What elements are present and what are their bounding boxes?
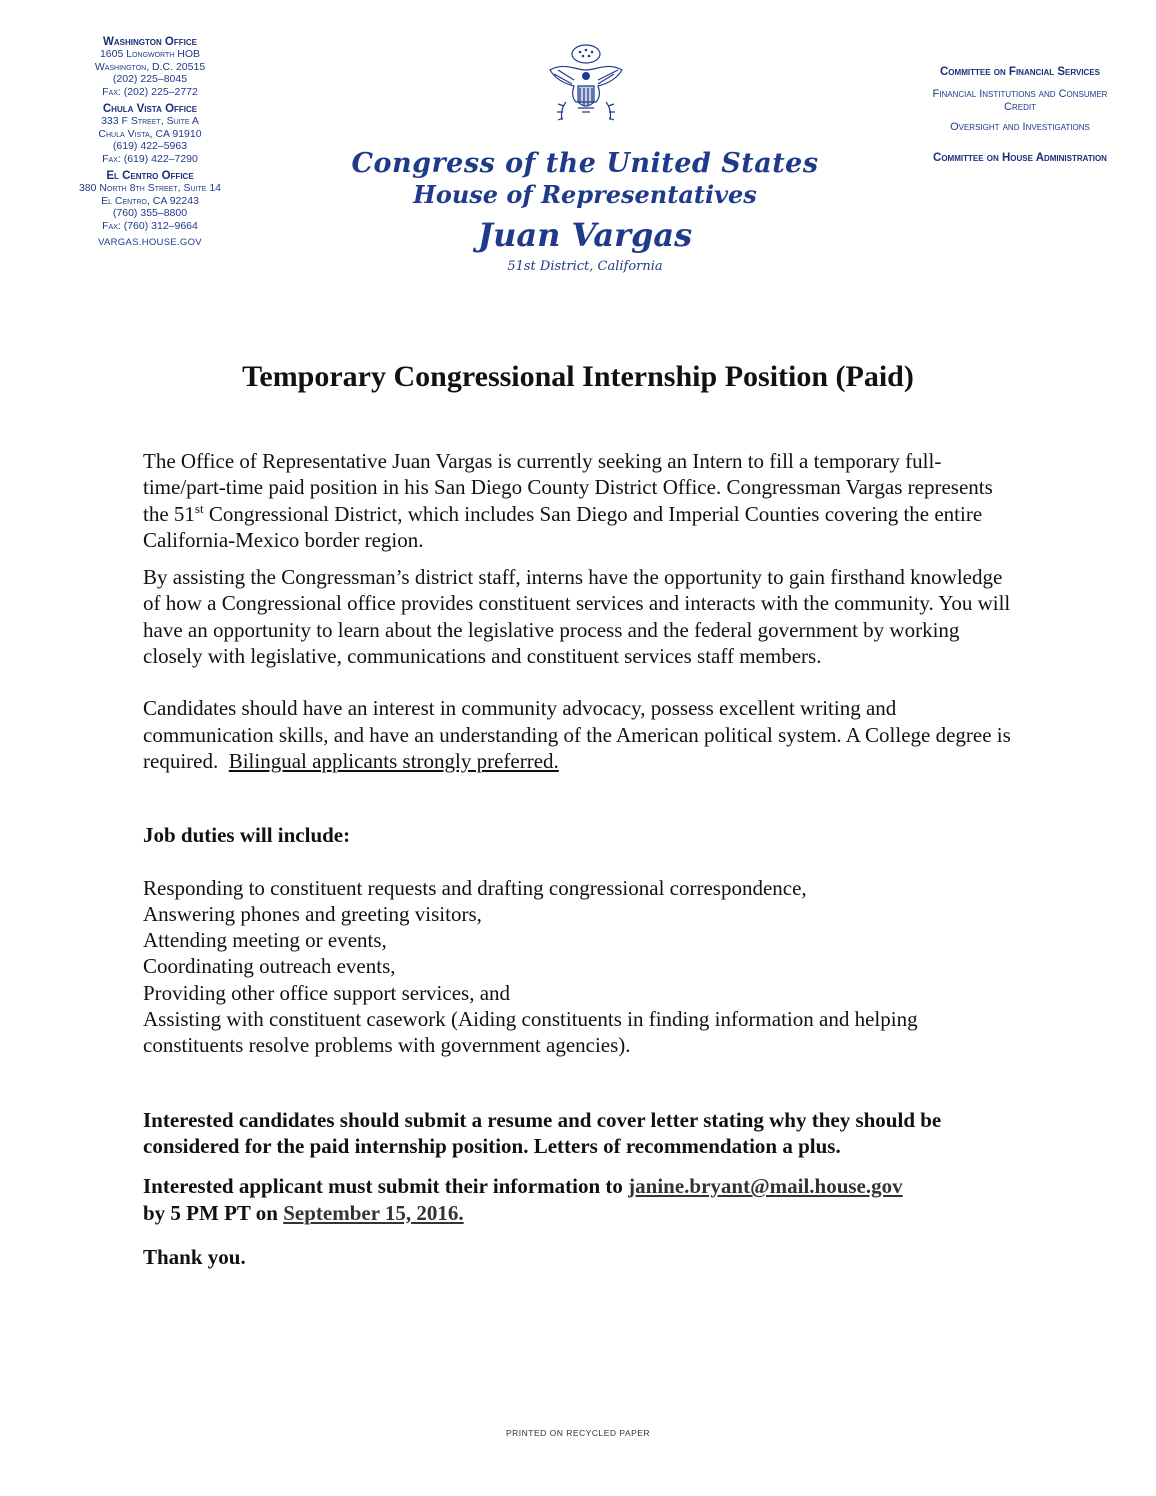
committee-financial-services xyxy=(930,66,1110,134)
duties-list xyxy=(143,875,1023,1059)
office-addresses xyxy=(48,36,252,250)
opportunity-paragraph: By assisting the Congressman’s district staff, interns have the opportunity to gain firsthand knowledge of how a Congressional office provides constituent services and interacts with the community. You will have an opportunity to learn about the legislative process and the federal government by working closely with legislative, communications and constituent services staff members. xyxy=(143,565,1011,669)
office-fax: Fax: (760) 312–9664 xyxy=(102,219,198,232)
committee-list xyxy=(930,66,1110,178)
recycled-paper-note: PRINTED ON RECYCLED PAPER xyxy=(505,1428,651,1438)
committee-name: Committee on House Administration xyxy=(933,152,1107,164)
office-line: El Centro, CA 92243 xyxy=(101,194,199,207)
washington-office xyxy=(48,36,252,98)
document-title: Temporary Congressional Internship Position (Paid) xyxy=(242,360,914,393)
office-name: Washington Office xyxy=(103,36,197,48)
subcommittee-name: Oversight and Investigations xyxy=(950,120,1090,133)
office-name: Chula Vista Office xyxy=(102,103,198,116)
committee-house-administration xyxy=(930,152,1110,166)
deadline-date: September 15, 2016. xyxy=(283,1200,464,1225)
eagle-seal-icon xyxy=(536,40,636,140)
email-link[interactable]: janine.bryant@mail.house.gov xyxy=(628,1174,903,1199)
intro-text: The Office of Representative Juan Vargas is currently seeking an Intern to fill a temporary full-time/part-time paid position in his San Diego County District Office. Congressman Vargas represents the 51 xyxy=(143,449,993,526)
intro-text-continued: Congressional District, which includes San Diego and Imperial Counties covering the entire California-Mexico border region. xyxy=(143,501,983,552)
house-title: House of Representatives xyxy=(413,180,757,209)
submission-text: Interested applicant must submit their information to xyxy=(143,1174,623,1199)
office-line: 333 F Street, Suite A xyxy=(101,115,199,128)
list-item: Responding to constituent requests and drafting congressional correspondence, xyxy=(143,875,807,900)
office-line: 380 North 8th Street, Suite 14 xyxy=(78,182,222,195)
requirements-text: Candidates should have an interest in community advocacy, possess excellent writing and communication skills, and have an understanding of the American political system. A College degree is required. xyxy=(143,696,1011,773)
application-instructions: Interested candidates should submit a resume and cover letter stating why they should be considered for the paid internship position. Letters of recommendation a plus. xyxy=(143,1107,942,1158)
list-item: Answering phones and greeting visitors, xyxy=(143,901,482,926)
congress-title: Congress of the United States xyxy=(351,148,819,179)
seal-cloud-icon xyxy=(572,45,600,63)
requirements-paragraph xyxy=(143,695,1023,774)
ordinal-suffix: st xyxy=(194,500,204,516)
office-fax: Fax: (202) 225–2772 xyxy=(102,85,198,98)
office-phone: (619) 422–5963 xyxy=(112,140,188,153)
masthead xyxy=(330,148,840,276)
office-line: Washington, D.C. 20515 xyxy=(94,60,206,73)
olive-branch-icon xyxy=(557,102,566,120)
subcommittee-name: Financial Institutions and Consumer Credit xyxy=(932,87,1108,113)
document-body xyxy=(143,448,1023,1270)
list-item: Coordinating outreach events, xyxy=(143,954,396,979)
duties-heading: Job duties will include: xyxy=(143,823,351,848)
bilingual-preference: Bilingual applicants strongly preferred. xyxy=(228,748,559,773)
arrows-icon xyxy=(606,102,615,120)
website-link[interactable]: VARGAS.HOUSE.GOV xyxy=(98,237,202,249)
office-line: Chula Vista, CA 91910 xyxy=(98,127,202,140)
office-phone: (760) 355–8800 xyxy=(112,207,188,220)
intro-paragraph xyxy=(143,448,1023,553)
list-item: Assisting with constituent casework (Aiding constituents in finding information and helping constituents resolve problems with government agencies). xyxy=(143,1007,918,1058)
office-phone: (202) 225–8045 xyxy=(112,73,188,86)
office-name: El Centro Office xyxy=(106,170,194,183)
district-label: 51st District, California xyxy=(507,259,663,274)
list-item: Providing other office support services, and xyxy=(143,980,511,1005)
office-fax: Fax: (619) 422–7290 xyxy=(102,152,198,165)
list-item: Attending meeting or events, xyxy=(143,928,387,953)
committee-name: Committee on Financial Services xyxy=(940,66,1100,78)
chula-vista-office xyxy=(48,103,252,165)
submission-info xyxy=(143,1173,1023,1226)
seal-stars-icon xyxy=(579,49,594,58)
closing-thanks: Thank you. xyxy=(143,1244,246,1269)
member-name: Juan Vargas xyxy=(477,216,693,254)
el-centro-office xyxy=(48,170,252,232)
eagle-head-icon xyxy=(582,72,590,80)
deadline-text: by 5 PM PT on xyxy=(143,1200,278,1225)
office-line: 1605 Longworth HOB xyxy=(99,48,201,61)
